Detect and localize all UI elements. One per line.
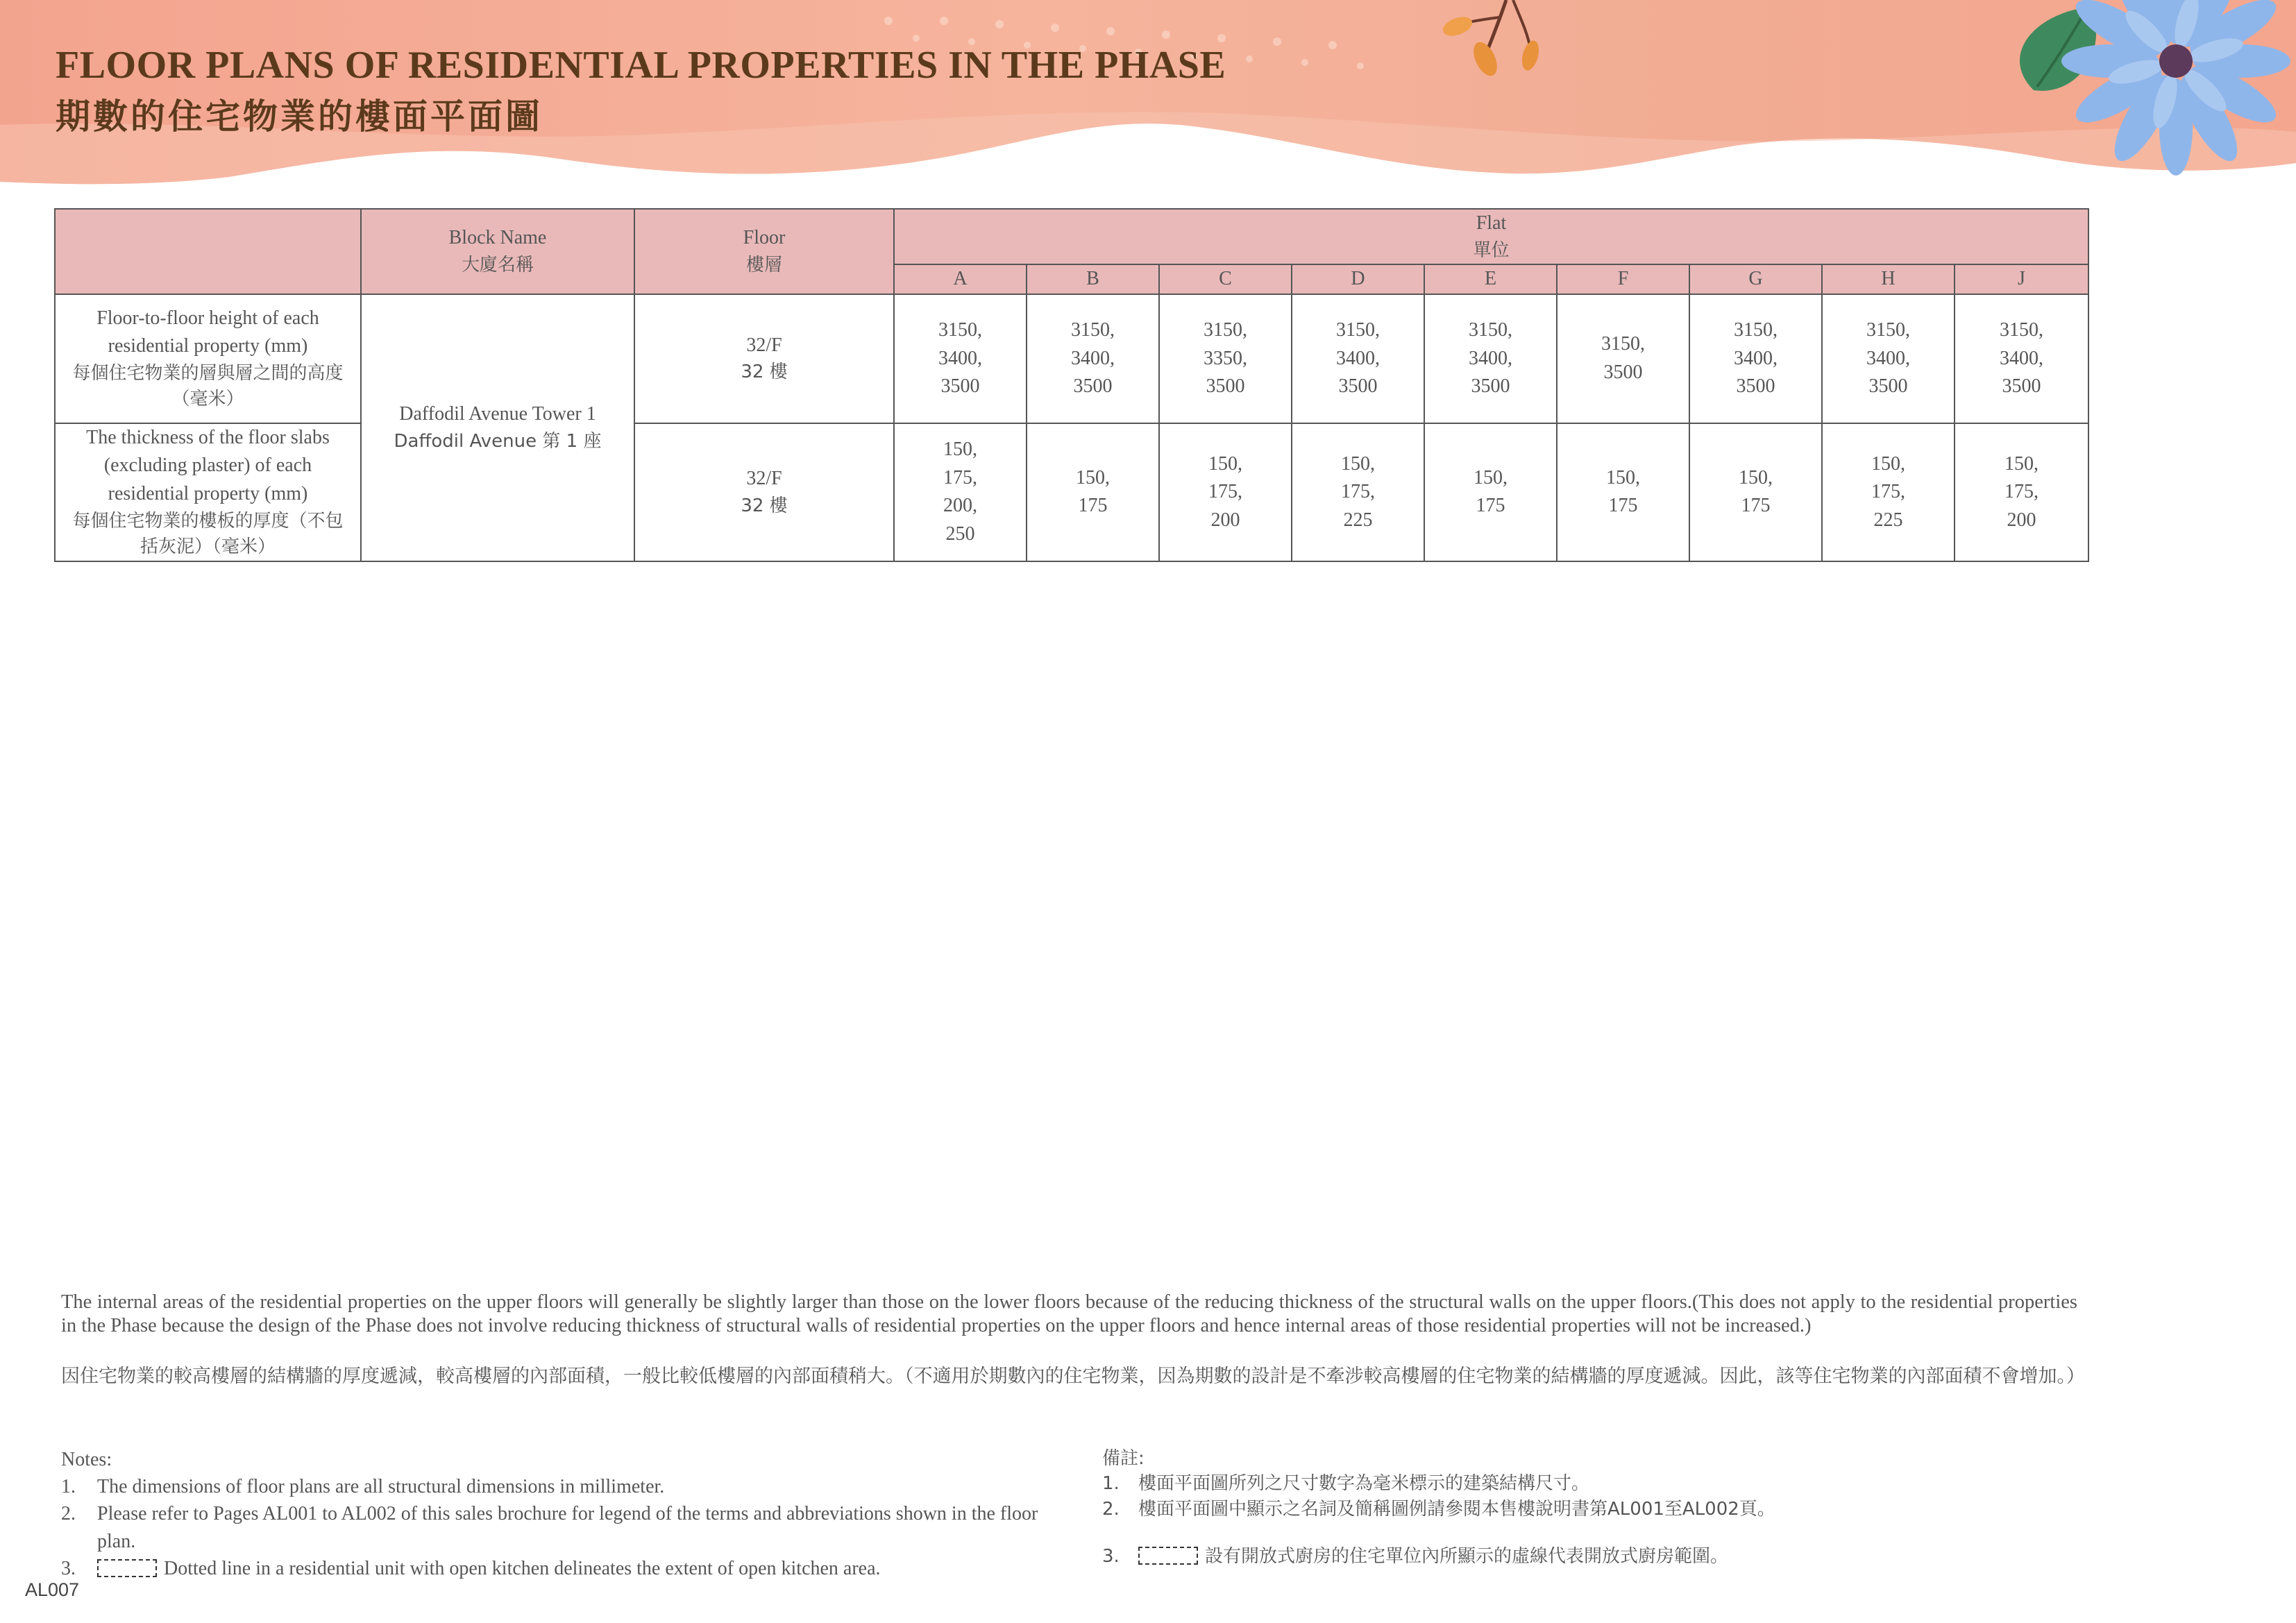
table-row-floor-height [55, 294, 2088, 423]
value-line: 225 [1873, 509, 1903, 531]
floor-header-zh: 樓層 [745, 254, 782, 275]
value-line: 3150, [2000, 318, 2043, 341]
note-number: 1. [1102, 1473, 1120, 1495]
value-cell [1822, 294, 1955, 423]
value-line: 225 [1343, 509, 1373, 531]
value-line: 3400, [1469, 347, 1512, 369]
note-item [61, 1473, 1047, 1500]
flat-letter-header: D [1292, 264, 1424, 294]
notes-list-zh [1102, 1471, 2088, 1569]
value-line: 150, [1341, 452, 1375, 475]
dotted-line-legend-icon [97, 1559, 157, 1577]
value-line: 3500 [1338, 375, 1378, 398]
floor-en: 32/F [746, 334, 782, 356]
value-cell [1159, 294, 1292, 423]
value-cell [1027, 294, 1159, 423]
value-line: 3150, [1734, 318, 1778, 341]
value-cell [1557, 294, 1689, 423]
note-item [61, 1555, 1047, 1582]
note-text: 樓面平面圖所列之尺寸數字為毫米標示的建築結構尺寸。 [1138, 1473, 1590, 1495]
value-cell [1822, 423, 1955, 561]
note-number: 1. [61, 1476, 76, 1498]
flat-letter-header: C [1159, 264, 1292, 294]
value-line: 175, [943, 466, 977, 488]
value-line: 3500 [1868, 375, 1908, 398]
value-cell [1689, 423, 1822, 561]
table-row-slab-thickness [55, 423, 2088, 561]
page-number: AL007 [25, 1579, 80, 1600]
note-item [1102, 1544, 2088, 1569]
value-line: 3500 [1603, 361, 1643, 383]
floor-zh: 32 樓 [741, 362, 788, 383]
value-line: 150, [1871, 452, 1905, 475]
row-label-en: The thickness of the floor slabs (excluding plaster) of each residential property (mm) [86, 426, 330, 505]
block-name-header-en: Block Name [448, 227, 547, 249]
value-line: 200, [943, 495, 977, 517]
value-line: 3400, [2000, 347, 2043, 369]
remark-zh: 因住宅物業的較高樓層的結構牆的厚度遞減，較高樓層的內部面積，一般比較低樓層的內部面積稍大。（不適用於期數內的住宅物業，因為期數的設計是不牽涉較高樓層的住宅物業的結構牆的厚度遞減。因此，該等住宅物業的內部面積不會增加。） [61, 1366, 2085, 1387]
flat-letter-header: H [1822, 264, 1955, 294]
value-line: 150, [1739, 466, 1773, 488]
flat-letter-header: F [1557, 264, 1689, 294]
flat-header-zh: 單位 [1473, 239, 1510, 261]
value-line: 3150, [1601, 333, 1645, 355]
value-cell [1557, 423, 1689, 561]
value-line: 3500 [1736, 375, 1775, 398]
table-body [55, 294, 2088, 561]
value-line: 175, [2004, 481, 2038, 503]
value-line: 175 [1078, 495, 1108, 517]
value-line: 150, [1606, 466, 1640, 488]
row-label-en: Floor-to-floor height of each residential property (mm) [96, 307, 319, 357]
remark-en: The internal areas of the residential properties on the upper floors will generally be slightly larger than those on the lower floors because of the reducing thickness of the structural walls on the upper floors.(This does not apply to the residential properties in the Phase because the design of the Phase does not involve reducing thickness of structural walls of residential properties on the upper floors and hence internal areas of those residential properties will not be increased.) [61, 1291, 2077, 1337]
value-cell [894, 294, 1027, 423]
value-line: 250 [945, 523, 975, 545]
note-text: Dotted line in a residential unit with open kitchen delineates the extent of open kitchen area. [164, 1557, 881, 1579]
value-line: 3350, [1204, 347, 1247, 369]
value-cell [1955, 423, 2088, 561]
note-item [1102, 1471, 2088, 1496]
dotted-line-legend-icon [1138, 1547, 1198, 1565]
value-line: 150, [1474, 466, 1508, 488]
value-line: 175 [1476, 495, 1505, 517]
value-cell [1689, 294, 1822, 423]
value-line: 3150, [1336, 318, 1380, 341]
value-line: 175, [1341, 481, 1375, 503]
row-label-zh: 每個住宅物業的樓板的厚度（不包括灰泥）（毫米） [72, 510, 344, 558]
notes-heading: Notes: [61, 1449, 112, 1470]
note-number: 3. [61, 1557, 76, 1579]
value-line: 3150, [1071, 318, 1115, 341]
value-line: 3150, [938, 318, 982, 341]
flat-letter-header: G [1689, 264, 1822, 294]
block-name-header-zh: 大廈名稱 [461, 254, 534, 275]
value-line: 150, [1076, 466, 1110, 488]
value-line: 3150, [1866, 318, 1910, 341]
notes-zh [1102, 1446, 2088, 1570]
floor-header [634, 209, 894, 294]
flat-letter-header: J [1955, 264, 2088, 294]
floor-spec-table [54, 208, 2089, 562]
block-name-en: Daffodil Avenue Tower 1 [399, 403, 596, 425]
flat-header-en: Flat [1476, 212, 1507, 234]
flat-letter-header: A [894, 264, 1027, 294]
note-item [61, 1500, 1047, 1554]
value-line: 3400, [1071, 347, 1115, 369]
note-number: 3. [1102, 1546, 1120, 1567]
value-cell [1424, 423, 1557, 561]
value-line: 200 [2007, 509, 2036, 531]
value-line: 175 [1608, 495, 1638, 517]
value-line: 3150, [1469, 318, 1512, 341]
page-title-zh: 期數的住宅物業的樓面平面圖 [56, 96, 543, 137]
value-cell [1027, 423, 1159, 561]
value-line: 3500 [1206, 375, 1245, 398]
note-number: 2. [61, 1503, 76, 1525]
note-text: The dimensions of floor plans are all structural dimensions in millimeter. [97, 1476, 665, 1498]
floor-cell [634, 294, 894, 423]
value-line: 175, [1208, 481, 1242, 503]
note-item [1102, 1497, 2088, 1522]
notes-list [61, 1473, 1047, 1582]
notes-heading-zh: 備註: [1102, 1448, 1145, 1469]
block-name-zh: Daffodil Avenue 第 1 座 [394, 430, 602, 452]
row-label-slab-thickness [55, 423, 361, 561]
value-line: 3150, [1204, 318, 1247, 341]
flat-header [894, 209, 2088, 264]
note-text: Please refer to Pages AL001 to AL002 of this sales brochure for legend of the terms and abbreviations shown in the floor plan. [97, 1503, 1038, 1552]
floor-en: 32/F [746, 468, 782, 490]
value-cell [1159, 423, 1292, 561]
flat-letter-header: B [1027, 264, 1159, 294]
notes-en [61, 1446, 1047, 1582]
corner-header-cell [55, 209, 361, 294]
value-cell [1292, 294, 1424, 423]
value-line: 3500 [2002, 375, 2041, 398]
value-line: 150, [1208, 452, 1242, 475]
flat-letter-header: E [1424, 264, 1557, 294]
value-line: 3400, [1336, 347, 1380, 369]
block-name-header [361, 209, 634, 294]
floor-cell [634, 423, 894, 561]
note-number: 2. [1102, 1498, 1120, 1520]
value-line: 200 [1210, 509, 1240, 531]
value-line: 3400, [1866, 347, 1910, 369]
value-line: 175 [1741, 495, 1771, 517]
row-label-floor-height [55, 294, 361, 423]
table-header [55, 209, 2088, 294]
value-line: 3500 [1073, 375, 1113, 398]
value-line: 3500 [940, 375, 980, 398]
value-line: 150, [943, 439, 977, 461]
value-cell [1955, 294, 2088, 423]
page-title: FLOOR PLANS OF RESIDENTIAL PROPERTIES IN THE PHASE [56, 44, 1226, 87]
row-label-zh: 每個住宅物業的層與層之間的高度（毫米） [72, 362, 344, 410]
value-line: 175, [1871, 481, 1905, 503]
note-text: 樓面平面圖中顯示之名詞及簡稱圖例請參閱本售樓說明書第AL001至AL002頁。 [1138, 1498, 1775, 1520]
floor-header-en: Floor [743, 227, 786, 249]
value-cell [1292, 423, 1424, 561]
value-line: 3400, [1734, 347, 1778, 369]
value-line: 3500 [1471, 375, 1510, 398]
value-cell [894, 423, 1027, 561]
block-name-cell [361, 294, 634, 561]
value-line: 150, [2004, 452, 2038, 475]
note-text: 設有開放式廚房的住宅單位內所顯示的虛線代表開放式廚房範圍。 [1205, 1546, 1729, 1567]
value-cell [1424, 294, 1557, 423]
value-line: 3400, [938, 347, 982, 369]
floor-zh: 32 樓 [741, 495, 788, 516]
